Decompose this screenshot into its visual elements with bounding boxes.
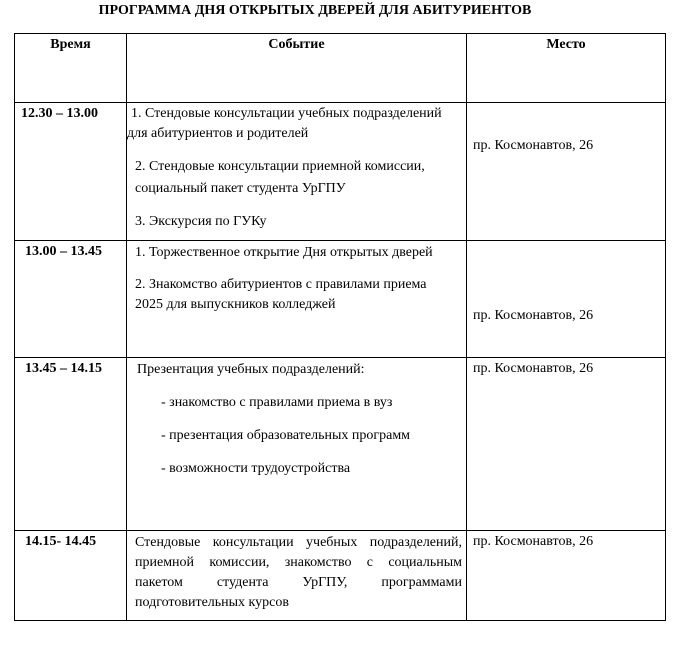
time-cell [15,531,127,621]
time-value: 13.45 – 14.15 [25,361,102,376]
place-cell [467,241,666,358]
time-cell [15,103,127,241]
event-item: 2. Стендовые консультации приемной комиссии, социальный пакет студента УрГПУ [135,159,425,196]
page-title: ПРОГРАММА ДНЯ ОТКРЫТЫХ ДВЕРЕЙ ДЛЯ АБИТУРИЕНТОВ [98,3,532,18]
time-cell [15,241,127,358]
place-cell [467,531,666,621]
schedule-table [14,33,666,621]
place-value: пр. Космонавтов, 26 [473,308,594,323]
event-item: 1. Стендовые консультации учебных подразделений для абитуриентов и родителей [127,106,442,141]
event-cell [127,241,467,358]
time-value: 12.30 – 13.00 [21,106,98,121]
table-row [15,103,666,241]
event-item: 2. Знакомство абитуриентов с правилами приема 2025 для выпускников колледжей [135,277,427,312]
header-place: Место [467,34,666,103]
time-value: 13.00 – 13.45 [25,244,102,259]
table-row [15,358,666,531]
table-row [15,241,666,358]
header-time: Время [15,34,127,103]
event-item: - знакомство с правилами приема в вуз [161,395,393,410]
place-value: пр. Космонавтов, 26 [473,361,594,376]
event-cell [127,531,467,621]
event-item: 1. Торжественное открытие Дня открытых дверей [135,245,433,260]
event-intro: Презентация учебных подразделений: [137,362,365,377]
header-event: Событие [127,34,467,103]
place-cell [467,358,666,531]
time-cell [15,358,127,531]
event-item: Стендовые консультации учебных подразделений, приемной комиссии, знакомство с социальным пакетом студента УрГПУ, программами подготовительных курсов [135,535,462,610]
time-value: 14.15- 14.45 [25,534,97,549]
place-value: пр. Космонавтов, 26 [473,534,594,549]
table-header-row [15,34,666,103]
place-cell [467,103,666,241]
event-cell [127,358,467,531]
event-item: - презентация образовательных программ [161,428,411,443]
event-cell [127,103,467,241]
event-item: 3. Экскурсия по ГУКу [135,214,267,229]
event-item: - возможности трудоустройства [161,461,351,476]
table-row [15,531,666,621]
place-value: пр. Космонавтов, 26 [473,138,594,153]
